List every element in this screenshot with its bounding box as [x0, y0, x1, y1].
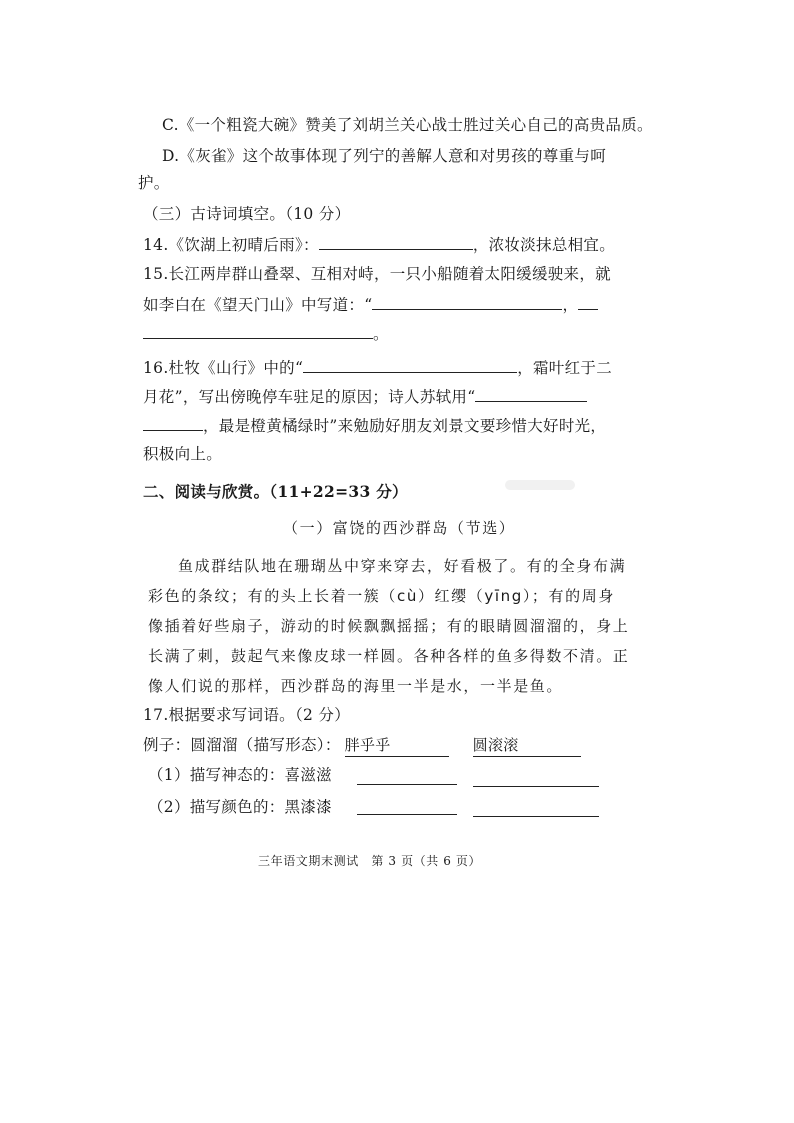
- item2-text: （2）描写颜色的：黑漆漆: [148, 798, 332, 816]
- q15-prefix: 如李白在《望天门山》中写道：“: [143, 296, 373, 314]
- q16-answer-blank-2a[interactable]: [475, 385, 587, 402]
- q17-item2: [148, 796, 332, 818]
- q17-item2-blank-2[interactable]: [473, 800, 599, 817]
- section3-heading: （三）古诗词填空。（10 分）: [143, 205, 351, 223]
- passage-line: 像插着好些扇子，游动的时候飘飘摇摇；有的眼睛圆溜溜的，身上: [148, 617, 630, 635]
- part2-heading: 二、阅读与欣赏。（11+22=33 分）: [143, 482, 408, 501]
- q17-item2-blank-1[interactable]: [357, 798, 457, 815]
- q15-answer-blank-1[interactable]: [372, 293, 562, 310]
- passage-line: 长满了刺，鼓起气来像皮球一样圆。各种各样的鱼多得数不清。正: [148, 647, 630, 665]
- q16-prefix: 16.杜牧《山行》中的“: [143, 359, 304, 377]
- q16-answer-blank-2b[interactable]: [143, 414, 203, 431]
- question-14: [143, 233, 615, 256]
- item1-text: （1）描写神态的：喜滋滋: [148, 766, 332, 784]
- passage-line: 彩色的条纹；有的头上长着一簇（cù）红缨（yīng）；有的周身: [148, 587, 615, 605]
- question-15-line3: [143, 322, 389, 345]
- option-d-line2: 护。: [138, 174, 170, 192]
- question-16-line2: [143, 385, 587, 408]
- passage-title: （一）富饶的西沙群岛（节选）: [283, 519, 516, 537]
- passage-line: 像人们说的那样，西沙群岛的海里一半是水，一半是鱼。: [148, 677, 564, 695]
- q14-answer-blank[interactable]: [319, 233, 473, 250]
- example-answer-2: 圆滚滚: [473, 734, 581, 757]
- q17-item1-blank-1[interactable]: [357, 768, 457, 785]
- scan-smudge: [505, 480, 575, 490]
- question-15-line2: [143, 293, 598, 316]
- question-17-heading: 17.根据要求写词语。（2 分）: [143, 706, 350, 724]
- example-answer-1: 胖乎乎: [345, 734, 449, 757]
- page-footer: 三年语文期末测试 第 3 页（共 6 页）: [258, 854, 482, 868]
- example-prefix: 例子：圆溜溜（描写形态）：: [143, 736, 341, 754]
- q15-answer-blank-2b[interactable]: [143, 322, 373, 339]
- option-d-line1: D.《灰雀》这个故事体现了列宁的善解人意和对男孩的尊重与呵: [162, 147, 607, 165]
- q17-item1-blank-2[interactable]: [473, 770, 599, 787]
- option-c: C.《一个粗瓷大碗》赞美了刘胡兰关心战士胜过关心自己的高贵品质。: [162, 116, 653, 134]
- q15-comma: ，: [562, 296, 579, 314]
- q17-example: [143, 734, 581, 757]
- q15-period: 。: [373, 325, 389, 343]
- question-15-line1: 15.长江两岸群山叠翠、互相对峙，一只小船随着太阳缓缓驶来，就: [143, 265, 611, 283]
- q16-suffix: ，霜叶红于二: [517, 359, 612, 377]
- q17-item1: [148, 764, 332, 786]
- q16-answer-blank-1[interactable]: [303, 356, 517, 373]
- question-16-line1: [143, 356, 612, 379]
- q16-line2-text: 月花”，写出傍晚停车驻足的原因；诗人苏轼用“: [143, 388, 476, 406]
- q15-answer-blank-2a[interactable]: [578, 293, 598, 310]
- question-16-line4: 积极向上。: [143, 445, 223, 463]
- passage-line: 鱼成群结队地在珊瑚丛中穿来穿去，好看极了。有的全身布满: [178, 557, 627, 575]
- q16-line3-text: ，最是橙黄橘绿时”来勉励好朋友刘景文要珍惜大好时光，: [203, 417, 607, 435]
- q14-suffix: ，浓妆淡抹总相宜。: [472, 236, 616, 254]
- question-16-line3: [143, 414, 606, 437]
- q14-prefix: 14.《饮湖上初晴后雨》：: [143, 236, 319, 254]
